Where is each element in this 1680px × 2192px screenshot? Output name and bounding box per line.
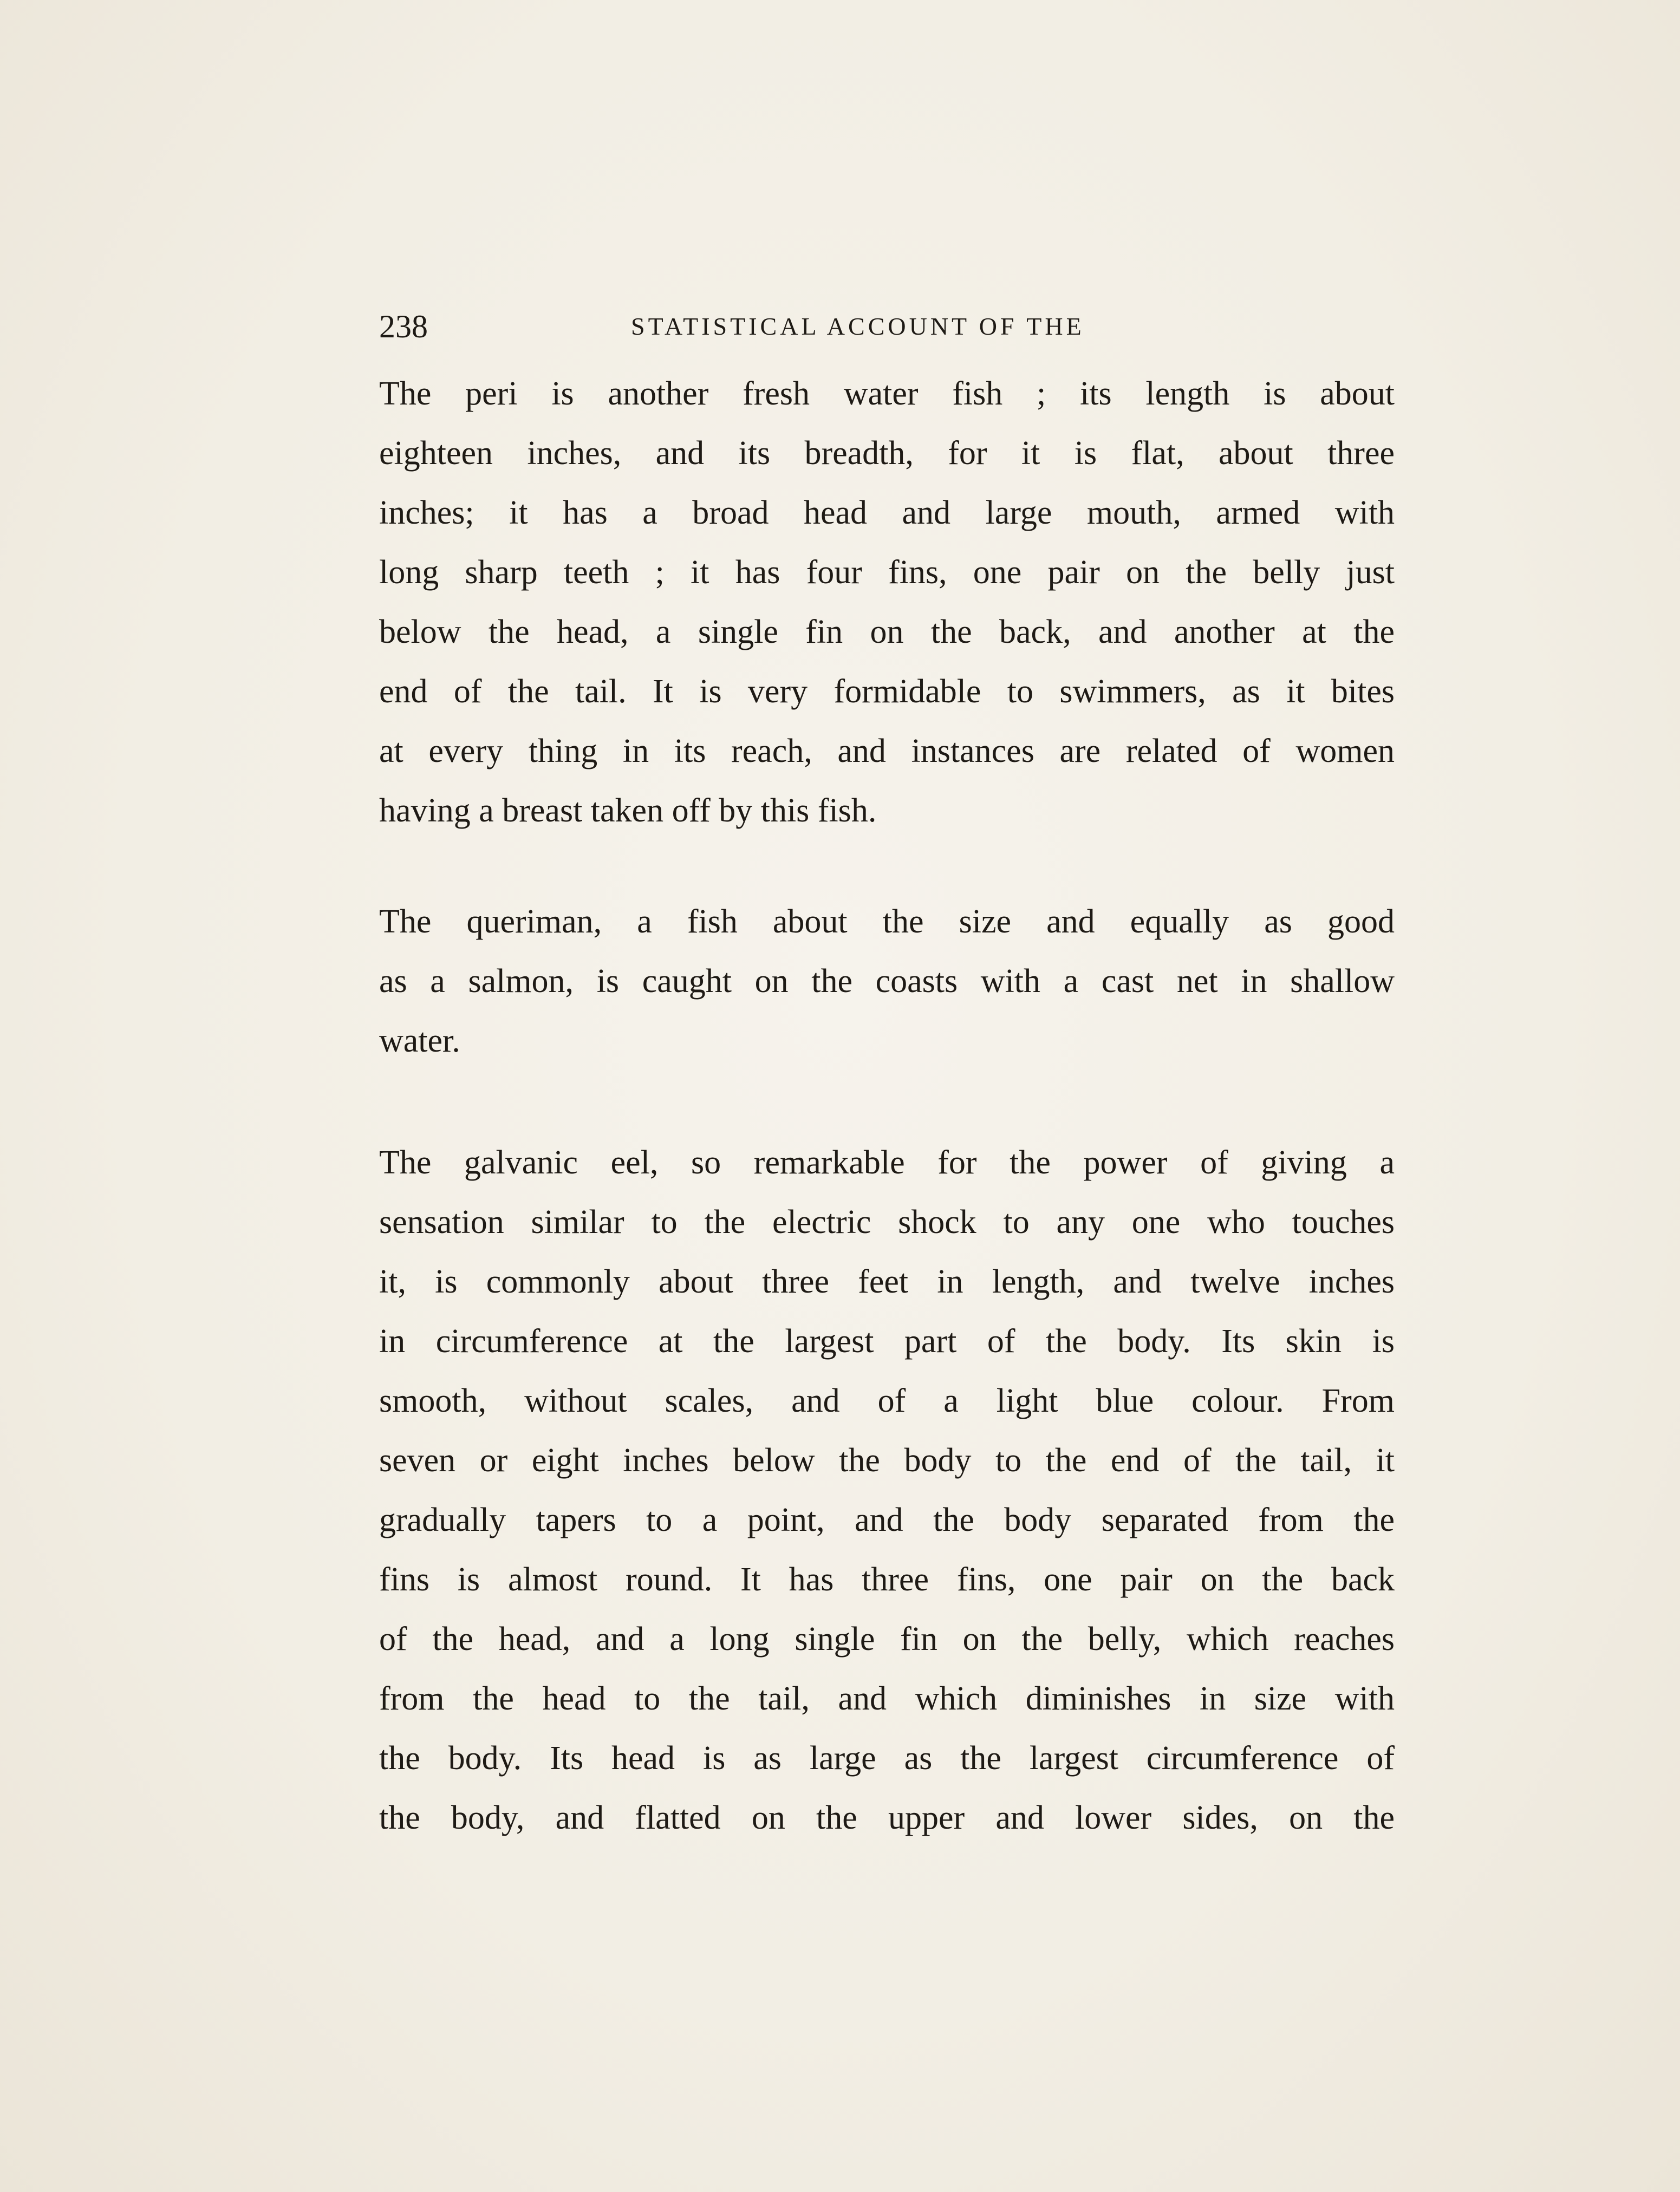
- paragraph-peri: [379, 364, 1395, 840]
- text-line: from the head to the tail, and which diminishes in size with: [379, 1680, 1395, 1717]
- text-line: having a breast taken off by this fish.: [379, 792, 877, 829]
- text-line: fins is almost round. It has three fins, one pair on the back: [379, 1561, 1395, 1598]
- text-line: smooth, without scales, and of a light blue colour. From: [379, 1382, 1395, 1419]
- text-line: The galvanic eel, so remarkable for the power of giving a: [379, 1144, 1395, 1181]
- text-line: inches; it has a broad head and large mouth, armed with: [379, 494, 1395, 531]
- text-line: it, is commonly about three feet in length, and twelve inches: [379, 1263, 1395, 1300]
- text-line: water.: [379, 1022, 460, 1059]
- paragraph-queriman: [379, 892, 1395, 1071]
- text-line: the body. Its head is as large as the largest circumference of: [379, 1740, 1395, 1777]
- page-header: [379, 302, 1143, 351]
- text-line: gradually tapers to a point, and the body separated from the: [379, 1502, 1395, 1538]
- text-line: below the head, a single fin on the back, and another at the: [379, 614, 1395, 650]
- text-line: the body, and flatted on the upper and lower sides, on the: [379, 1799, 1395, 1836]
- text-line: sensation similar to the electric shock to any one who touches: [379, 1204, 1395, 1241]
- page-number: 238: [379, 309, 428, 344]
- text-line: eighteen inches, and its breadth, for it is flat, about three: [379, 435, 1395, 472]
- text-line: at every thing in its reach, and instances are related of women: [379, 733, 1395, 769]
- text-line: long sharp teeth ; it has four fins, one pair on the belly just: [379, 554, 1395, 591]
- text-line: of the head, and a long single fin on the belly, which reaches: [379, 1621, 1395, 1658]
- text-line: seven or eight inches below the body to the end of the tail, it: [379, 1442, 1395, 1479]
- text-line: end of the tail. It is very formidable to swimmers, as it bites: [379, 673, 1395, 710]
- text-line: in circumference at the largest part of the body. Its skin is: [379, 1323, 1395, 1360]
- text-line: The queriman, a fish about the size and equally as good: [379, 903, 1395, 940]
- running-head: STATISTICAL ACCOUNT OF THE: [631, 312, 1085, 340]
- text-line: The peri is another fresh water fish ; its length is about: [379, 375, 1395, 412]
- text-line: as a salmon, is caught on the coasts with a cast net in shallow: [379, 963, 1395, 1000]
- paragraph-galvanic-eel: [379, 1133, 1395, 1848]
